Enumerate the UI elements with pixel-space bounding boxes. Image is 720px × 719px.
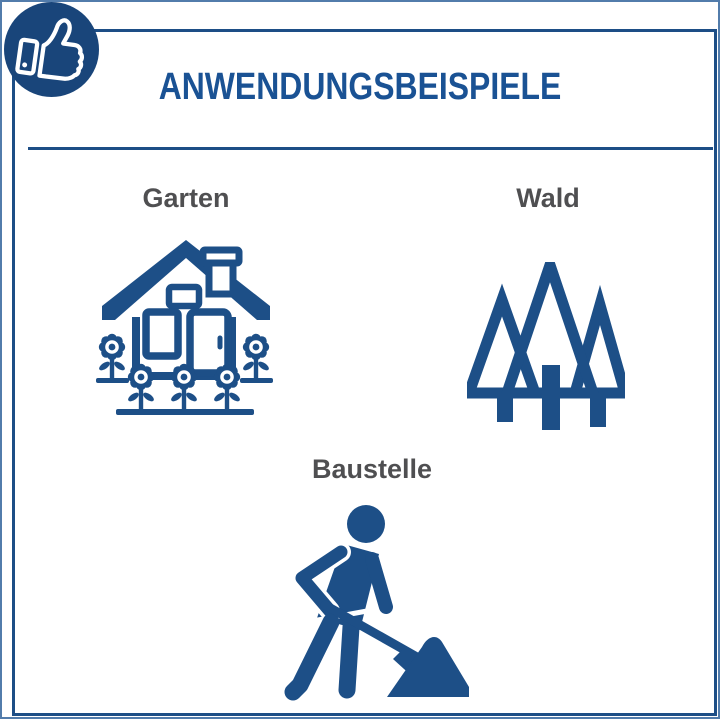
construction-worker-icon [279, 501, 469, 701]
section-label-wald: Wald [516, 183, 580, 213]
forest-trees-icon [467, 262, 625, 432]
thumbs-up-icon [4, 2, 99, 97]
title-divider [28, 147, 713, 150]
thumbs-up-badge [4, 2, 99, 97]
section-label-garten: Garten [142, 183, 230, 213]
section-label-baustelle: Baustelle [311, 454, 433, 484]
page-title: ANWENDUNGSBEISPIELE [158, 66, 562, 108]
garden-house-icon [94, 240, 278, 424]
